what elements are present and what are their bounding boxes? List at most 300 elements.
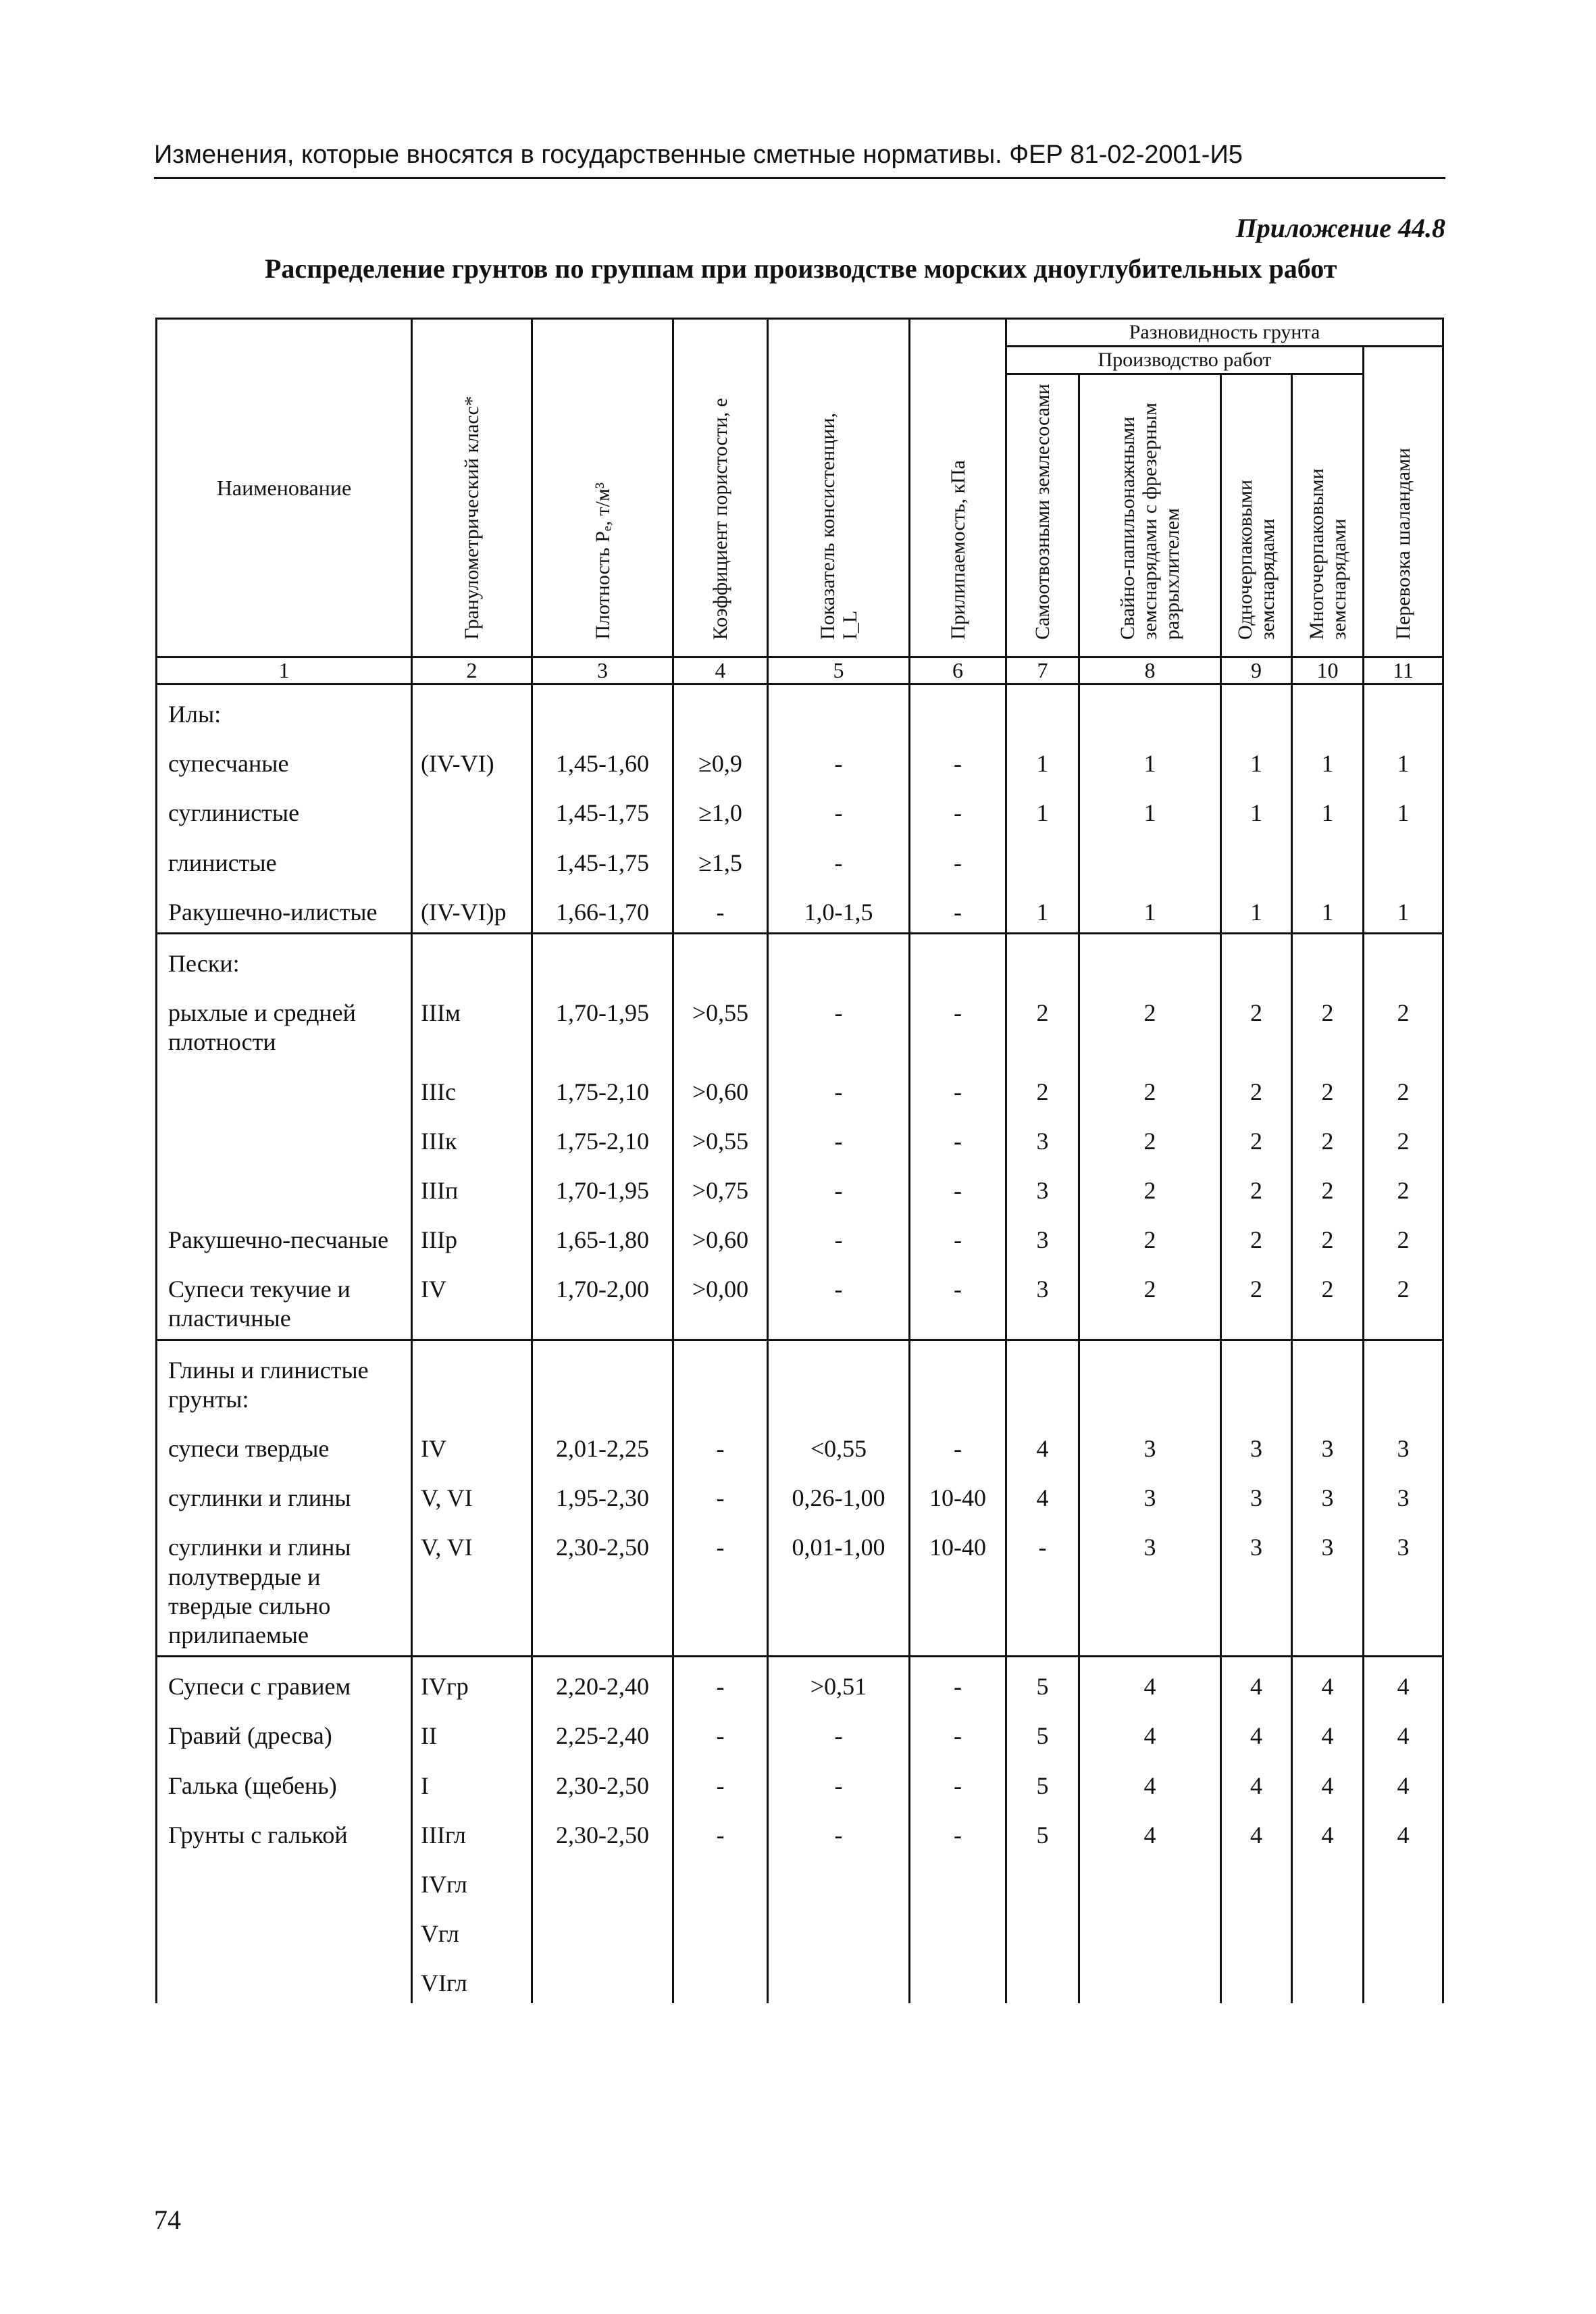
- value-cell: -: [768, 1211, 910, 1260]
- value-cell: [910, 684, 1006, 735]
- value-cell: 1,45-1,75: [532, 784, 673, 833]
- value-cell: 2: [1079, 1211, 1221, 1260]
- value-cell: 1: [1364, 734, 1443, 784]
- value-cell: >0,51: [768, 1657, 910, 1707]
- header-soil-variety: Разновидность грунта: [1006, 319, 1443, 347]
- value-cell: -: [768, 1063, 910, 1112]
- value-cell: 2: [1006, 1063, 1079, 1112]
- value-cell: 4: [1364, 1657, 1443, 1707]
- value-cell: [1364, 1954, 1443, 2003]
- granulometric-cell: [412, 1340, 532, 1419]
- table-row: [157, 784, 1443, 833]
- value-cell: 1: [1079, 734, 1221, 784]
- header-granulometric: Гранулометрический класс*: [412, 319, 532, 657]
- value-cell: -: [768, 1112, 910, 1161]
- header-porosity: Коэффициент пористости, е: [673, 319, 768, 657]
- value-cell: >0,60: [673, 1211, 768, 1260]
- granulometric-cell: IIIр: [412, 1211, 532, 1260]
- soil-name-cell: супеси твердые: [157, 1419, 412, 1469]
- value-cell: [1221, 933, 1292, 984]
- soil-name-cell: Гравий (дресва): [157, 1707, 412, 1756]
- soil-name-cell: Ракушечно-илистые: [157, 883, 412, 934]
- table-row: [157, 684, 1443, 735]
- value-cell: 10-40: [910, 1518, 1006, 1656]
- value-cell: 2: [1079, 984, 1221, 1062]
- table-row: [157, 984, 1443, 1062]
- column-number: 4: [673, 657, 768, 684]
- value-cell: 1,95-2,30: [532, 1469, 673, 1518]
- column-number: 7: [1006, 657, 1079, 684]
- soil-name-cell: [157, 1161, 412, 1211]
- value-cell: [1079, 1855, 1221, 1905]
- table-row: [157, 1757, 1443, 1806]
- value-cell: -: [768, 984, 910, 1062]
- value-cell: [1292, 1954, 1364, 2003]
- value-cell: >0,75: [673, 1161, 768, 1211]
- granulometric-cell: IIIгл: [412, 1806, 532, 1855]
- soil-name-cell: рыхлые и средней плотности: [157, 984, 412, 1062]
- soil-name-cell: [157, 1855, 412, 1905]
- value-cell: [1006, 834, 1079, 883]
- value-cell: [1006, 1905, 1079, 1954]
- value-cell: 2: [1364, 1112, 1443, 1161]
- value-cell: >0,55: [673, 1112, 768, 1161]
- granulometric-cell: (IV-VI)р: [412, 883, 532, 934]
- value-cell: 2: [1292, 1063, 1364, 1112]
- soil-name-cell: [157, 1905, 412, 1954]
- value-cell: [768, 1855, 910, 1905]
- value-cell: 1,70-1,95: [532, 984, 673, 1062]
- value-cell: 1: [1364, 784, 1443, 833]
- value-cell: [768, 1954, 910, 2003]
- value-cell: >0,00: [673, 1260, 768, 1340]
- value-cell: -: [910, 1161, 1006, 1211]
- soil-name-cell: супесчаные: [157, 734, 412, 784]
- value-cell: 5: [1006, 1707, 1079, 1756]
- value-cell: -: [910, 784, 1006, 833]
- value-cell: -: [768, 734, 910, 784]
- value-cell: [1221, 684, 1292, 735]
- value-cell: [1079, 933, 1221, 984]
- value-cell: -: [910, 1806, 1006, 1855]
- value-cell: 4: [1292, 1806, 1364, 1855]
- value-cell: -: [768, 1260, 910, 1340]
- value-cell: [1221, 1905, 1292, 1954]
- value-cell: 4: [1364, 1806, 1443, 1855]
- table-row: [157, 1063, 1443, 1112]
- value-cell: -: [910, 734, 1006, 784]
- value-cell: 1: [1292, 734, 1364, 784]
- granulometric-cell: IVгр: [412, 1657, 532, 1707]
- value-cell: 2: [1221, 1211, 1292, 1260]
- value-cell: -: [910, 1112, 1006, 1161]
- value-cell: 4: [1292, 1757, 1364, 1806]
- soil-name-cell: суглинки и глины полутвердые и твердые сильно прилипаемые: [157, 1518, 412, 1656]
- value-cell: 3: [1292, 1518, 1364, 1656]
- value-cell: -: [673, 1419, 768, 1469]
- soil-name-cell: [157, 1112, 412, 1161]
- header-single-bucket: Одночерпаковыми земснарядами: [1221, 374, 1292, 657]
- table-row: [157, 1905, 1443, 1954]
- value-cell: 3: [1221, 1518, 1292, 1656]
- value-cell: 1,45-1,60: [532, 734, 673, 784]
- value-cell: [1364, 1905, 1443, 1954]
- value-cell: 4: [1364, 1757, 1443, 1806]
- value-cell: [768, 684, 910, 735]
- value-cell: -: [910, 1419, 1006, 1469]
- value-cell: 0,26-1,00: [768, 1469, 910, 1518]
- value-cell: 2: [1221, 1063, 1292, 1112]
- value-cell: [1079, 1340, 1221, 1419]
- table-row: [157, 834, 1443, 883]
- value-cell: [1221, 1855, 1292, 1905]
- value-cell: 1: [1006, 734, 1079, 784]
- value-cell: -: [910, 1707, 1006, 1756]
- header-multi-bucket: Многочерпаковыми земснарядами: [1292, 374, 1364, 657]
- soil-groups-table: [155, 318, 1442, 2003]
- value-cell: -: [1006, 1518, 1079, 1656]
- value-cell: 3: [1079, 1518, 1221, 1656]
- value-cell: 2: [1364, 984, 1443, 1062]
- value-cell: [532, 684, 673, 735]
- column-number: 9: [1221, 657, 1292, 684]
- soil-name-cell: суглинистые: [157, 784, 412, 833]
- value-cell: [910, 1954, 1006, 2003]
- value-cell: 1: [1079, 784, 1221, 833]
- value-cell: -: [910, 834, 1006, 883]
- value-cell: [1292, 933, 1364, 984]
- soil-name-cell: Илы:: [157, 684, 412, 735]
- column-number: 6: [910, 657, 1006, 684]
- table-row: [157, 1806, 1443, 1855]
- value-cell: ≥0,9: [673, 734, 768, 784]
- table-row: [157, 1112, 1443, 1161]
- value-cell: 4: [1221, 1707, 1292, 1756]
- table-row: [157, 1707, 1443, 1756]
- soil-name-cell: глинистые: [157, 834, 412, 883]
- table-row: [157, 883, 1443, 934]
- value-cell: -: [673, 1707, 768, 1756]
- granulometric-cell: V, VI: [412, 1518, 532, 1656]
- value-cell: [532, 1340, 673, 1419]
- value-cell: -: [768, 784, 910, 833]
- value-cell: -: [768, 1707, 910, 1756]
- value-cell: -: [910, 1757, 1006, 1806]
- value-cell: 3: [1006, 1112, 1079, 1161]
- granulometric-cell: [412, 684, 532, 735]
- value-cell: -: [673, 1806, 768, 1855]
- value-cell: 2: [1221, 1260, 1292, 1340]
- value-cell: 3: [1006, 1211, 1079, 1260]
- header-self-propelled: Самоотвозными землесосами: [1006, 374, 1079, 657]
- value-cell: 1: [1364, 883, 1443, 934]
- value-cell: 4: [1079, 1757, 1221, 1806]
- granulometric-cell: VIгл: [412, 1954, 532, 2003]
- value-cell: [673, 933, 768, 984]
- value-cell: -: [768, 834, 910, 883]
- value-cell: 1,70-1,95: [532, 1161, 673, 1211]
- value-cell: [673, 1340, 768, 1419]
- value-cell: 1,0-1,5: [768, 883, 910, 934]
- granulometric-cell: IV: [412, 1419, 532, 1469]
- value-cell: [532, 1954, 673, 2003]
- soil-name-cell: Ракушечно-песчаные: [157, 1211, 412, 1260]
- value-cell: [1364, 834, 1443, 883]
- value-cell: 2: [1364, 1063, 1443, 1112]
- value-cell: 4: [1079, 1657, 1221, 1707]
- value-cell: 3: [1221, 1469, 1292, 1518]
- value-cell: [1364, 1340, 1443, 1419]
- value-cell: [532, 1905, 673, 1954]
- soil-name-cell: Пески:: [157, 933, 412, 984]
- value-cell: 2,25-2,40: [532, 1707, 673, 1756]
- value-cell: 5: [1006, 1806, 1079, 1855]
- soil-name-cell: [157, 1063, 412, 1112]
- value-cell: >0,60: [673, 1063, 768, 1112]
- granulometric-cell: IIIп: [412, 1161, 532, 1211]
- soil-name-cell: Супеси с гравием: [157, 1657, 412, 1707]
- value-cell: 1: [1006, 883, 1079, 934]
- column-number: 2: [412, 657, 532, 684]
- value-cell: 1,70-2,00: [532, 1260, 673, 1340]
- column-number: 11: [1364, 657, 1443, 684]
- value-cell: 4: [1079, 1707, 1221, 1756]
- granulometric-cell: V, VI: [412, 1469, 532, 1518]
- table-title: Распределение грунтов по группам при производстве морских дноуглубительных работ: [265, 253, 1337, 284]
- value-cell: 2,30-2,50: [532, 1806, 673, 1855]
- header-consistency: Показатель консистенции, I_L: [768, 319, 910, 657]
- granulometric-cell: (IV-VI): [412, 734, 532, 784]
- value-cell: 3: [1006, 1161, 1079, 1211]
- value-cell: -: [910, 984, 1006, 1062]
- soil-name-cell: Супеси текучие и пластичные: [157, 1260, 412, 1340]
- table-row: [157, 1954, 1443, 2003]
- value-cell: -: [768, 1806, 910, 1855]
- value-cell: 2: [1292, 1112, 1364, 1161]
- value-cell: 2: [1292, 1260, 1364, 1340]
- value-cell: 2: [1292, 984, 1364, 1062]
- value-cell: 1: [1221, 784, 1292, 833]
- table-row: [157, 1518, 1443, 1656]
- value-cell: 3: [1364, 1419, 1443, 1469]
- granulometric-cell: [412, 933, 532, 984]
- value-cell: 2: [1006, 984, 1079, 1062]
- value-cell: [910, 1905, 1006, 1954]
- value-cell: 3: [1292, 1469, 1364, 1518]
- value-cell: 4: [1006, 1469, 1079, 1518]
- soil-name-cell: Грунты с галькой: [157, 1806, 412, 1855]
- value-cell: 2: [1221, 1112, 1292, 1161]
- value-cell: [673, 684, 768, 735]
- value-cell: 5: [1006, 1657, 1079, 1707]
- value-cell: ≥1,0: [673, 784, 768, 833]
- value-cell: -: [673, 1657, 768, 1707]
- column-number: 3: [532, 657, 673, 684]
- value-cell: 4: [1079, 1806, 1221, 1855]
- value-cell: -: [768, 1757, 910, 1806]
- value-cell: [1292, 1855, 1364, 1905]
- value-cell: [768, 1340, 910, 1419]
- value-cell: 2: [1364, 1161, 1443, 1211]
- value-cell: [1006, 933, 1079, 984]
- value-cell: -: [673, 1469, 768, 1518]
- value-cell: [1006, 684, 1079, 735]
- table-row: [157, 1855, 1443, 1905]
- value-cell: <0,55: [768, 1419, 910, 1469]
- column-number: 1: [157, 657, 412, 684]
- granulometric-cell: [412, 784, 532, 833]
- granulometric-cell: [412, 834, 532, 883]
- table-row: [157, 1340, 1443, 1419]
- value-cell: 1,65-1,80: [532, 1211, 673, 1260]
- soil-name-cell: Галька (щебень): [157, 1757, 412, 1806]
- value-cell: [1364, 933, 1443, 984]
- value-cell: 1: [1006, 784, 1079, 833]
- column-number-row: [157, 657, 1443, 684]
- value-cell: 2,30-2,50: [532, 1518, 673, 1656]
- value-cell: 2: [1364, 1260, 1443, 1340]
- value-cell: -: [768, 1161, 910, 1211]
- value-cell: 4: [1221, 1757, 1292, 1806]
- value-cell: [1364, 684, 1443, 735]
- value-cell: [673, 1905, 768, 1954]
- value-cell: 1: [1292, 883, 1364, 934]
- value-cell: 2: [1079, 1112, 1221, 1161]
- value-cell: 3: [1079, 1419, 1221, 1469]
- value-cell: 2: [1292, 1161, 1364, 1211]
- value-cell: [1292, 834, 1364, 883]
- value-cell: [1006, 1954, 1079, 2003]
- value-cell: [1221, 1954, 1292, 2003]
- column-number: 10: [1292, 657, 1364, 684]
- page-number: 74: [154, 2205, 181, 2235]
- value-cell: 2,20-2,40: [532, 1657, 673, 1707]
- value-cell: 1,45-1,75: [532, 834, 673, 883]
- value-cell: >0,55: [673, 984, 768, 1062]
- table-row: [157, 1469, 1443, 1518]
- table-row: [157, 933, 1443, 984]
- value-cell: [910, 1340, 1006, 1419]
- value-cell: 3: [1292, 1419, 1364, 1469]
- granulometric-cell: II: [412, 1707, 532, 1756]
- value-cell: [1364, 1855, 1443, 1905]
- value-cell: 2: [1292, 1211, 1364, 1260]
- header-adhesion: Прилипаемость, кПа: [910, 319, 1006, 657]
- granulometric-cell: I: [412, 1757, 532, 1806]
- soil-name-cell: суглинки и глины: [157, 1469, 412, 1518]
- value-cell: [910, 1855, 1006, 1905]
- header-pile-dredgers: Свайно-папильонажными земснарядами с фрезерным разрыхлителем: [1079, 374, 1221, 657]
- granulometric-cell: Vгл: [412, 1905, 532, 1954]
- value-cell: [673, 1855, 768, 1905]
- value-cell: 4: [1292, 1707, 1364, 1756]
- value-cell: [1006, 1340, 1079, 1419]
- header-transport-barges: Перевозка шаландами: [1364, 347, 1443, 657]
- value-cell: -: [673, 883, 768, 934]
- table-row: [157, 1419, 1443, 1469]
- value-cell: [1079, 684, 1221, 735]
- soil-name-cell: [157, 1954, 412, 2003]
- value-cell: 3: [1364, 1518, 1443, 1656]
- value-cell: 2: [1221, 1161, 1292, 1211]
- value-cell: 0,01-1,00: [768, 1518, 910, 1656]
- value-cell: 4: [1221, 1657, 1292, 1707]
- granulometric-cell: IIIк: [412, 1112, 532, 1161]
- table-row: [157, 1657, 1443, 1707]
- table-row: [157, 1161, 1443, 1211]
- value-cell: -: [910, 1260, 1006, 1340]
- value-cell: -: [910, 883, 1006, 934]
- value-cell: [532, 1855, 673, 1905]
- value-cell: [1006, 1855, 1079, 1905]
- value-cell: 2: [1079, 1260, 1221, 1340]
- header-density: Плотность Pₑ, т/м³: [532, 319, 673, 657]
- value-cell: 2,30-2,50: [532, 1757, 673, 1806]
- value-cell: 3: [1364, 1469, 1443, 1518]
- value-cell: 3: [1079, 1469, 1221, 1518]
- value-cell: -: [673, 1518, 768, 1656]
- value-cell: 1,75-2,10: [532, 1112, 673, 1161]
- value-cell: 2: [1079, 1063, 1221, 1112]
- granulometric-cell: IIIм: [412, 984, 532, 1062]
- value-cell: 4: [1364, 1707, 1443, 1756]
- value-cell: 1: [1221, 883, 1292, 934]
- value-cell: 1: [1079, 883, 1221, 934]
- table-body: [157, 684, 1443, 2004]
- value-cell: [1079, 834, 1221, 883]
- soil-name-cell: Глины и глинистые грунты:: [157, 1340, 412, 1419]
- value-cell: 2: [1364, 1211, 1443, 1260]
- value-cell: 1: [1292, 784, 1364, 833]
- value-cell: 2,01-2,25: [532, 1419, 673, 1469]
- value-cell: [1292, 1905, 1364, 1954]
- value-cell: [1221, 1340, 1292, 1419]
- value-cell: 2: [1221, 984, 1292, 1062]
- value-cell: [768, 933, 910, 984]
- value-cell: 4: [1006, 1419, 1079, 1469]
- value-cell: 5: [1006, 1757, 1079, 1806]
- value-cell: -: [910, 1657, 1006, 1707]
- value-cell: ≥1,5: [673, 834, 768, 883]
- value-cell: [1292, 1340, 1364, 1419]
- value-cell: [1079, 1954, 1221, 2003]
- value-cell: 4: [1221, 1806, 1292, 1855]
- value-cell: 1,75-2,10: [532, 1063, 673, 1112]
- value-cell: -: [910, 1063, 1006, 1112]
- table-row: [157, 734, 1443, 784]
- table-row: [157, 1260, 1443, 1340]
- value-cell: 3: [1006, 1260, 1079, 1340]
- granulometric-cell: IV: [412, 1260, 532, 1340]
- value-cell: 1: [1221, 734, 1292, 784]
- value-cell: 10-40: [910, 1469, 1006, 1518]
- header-name: Наименование: [157, 319, 412, 657]
- value-cell: [673, 1954, 768, 2003]
- value-cell: 1,66-1,70: [532, 883, 673, 934]
- table-row: [157, 1211, 1443, 1260]
- value-cell: [768, 1905, 910, 1954]
- running-header: Изменения, которые вносятся в государственные сметные нормативы. ФЕР 81-02-2001-И5: [154, 141, 1243, 169]
- value-cell: [532, 933, 673, 984]
- column-number: 8: [1079, 657, 1221, 684]
- column-number: 5: [768, 657, 910, 684]
- header-rule: [154, 177, 1445, 179]
- value-cell: [910, 933, 1006, 984]
- value-cell: 4: [1292, 1657, 1364, 1707]
- granulometric-cell: IIIс: [412, 1063, 532, 1112]
- value-cell: [1292, 684, 1364, 735]
- value-cell: [1221, 834, 1292, 883]
